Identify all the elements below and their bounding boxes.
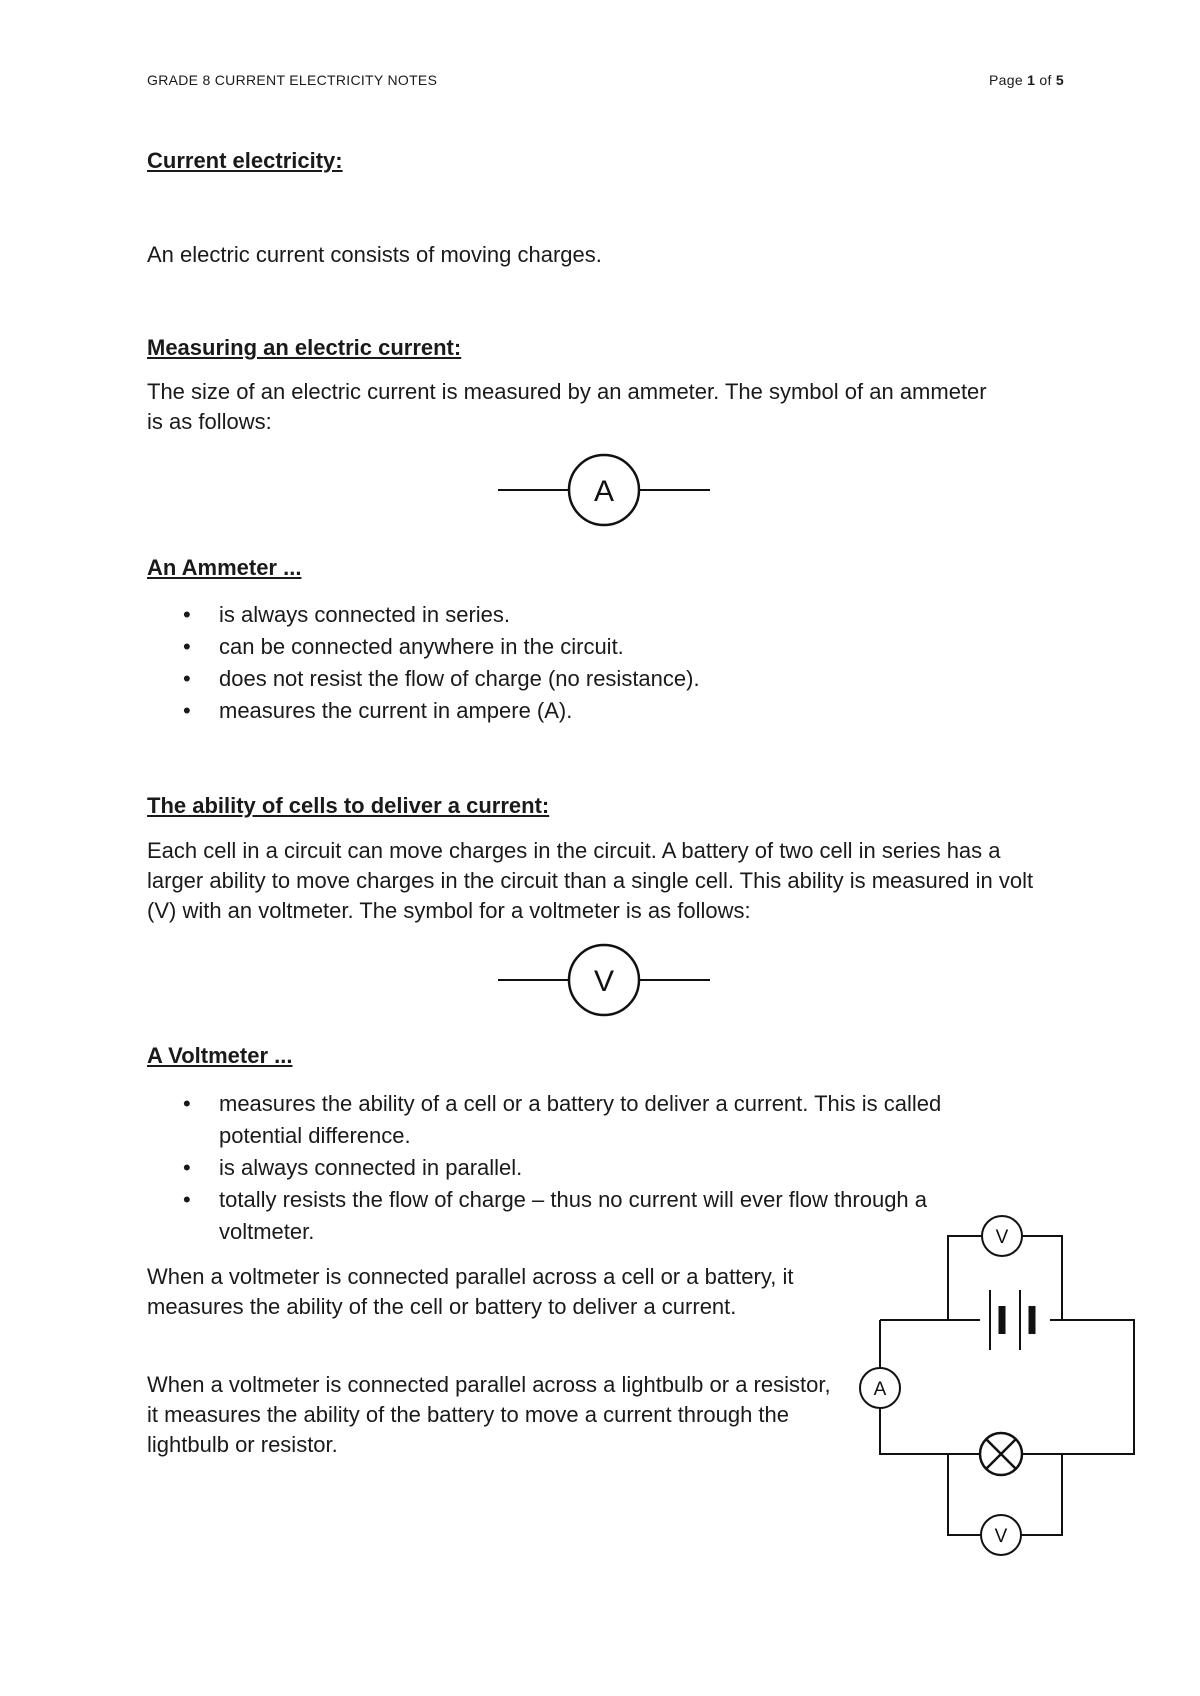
circuit-diagram — [850, 1210, 1150, 1570]
ammeter-list — [147, 599, 1047, 727]
circuit-voltmeter-top — [982, 1216, 1022, 1256]
voltmeter-bulb-paragraph: When a voltmeter is connected parallel across a lightbulb or a resistor, it measures the ability of the battery to move a current through the lightbulb or resistor. — [147, 1372, 831, 1457]
page-indicator — [989, 72, 1064, 88]
heading-ammeter: An Ammeter ... — [147, 555, 302, 580]
list-item: • measures the ability of a cell or a battery to deliver a current. This is called potential difference. — [147, 1088, 1027, 1152]
page-label: Page — [989, 72, 1023, 88]
circuit-voltmeter-bottom — [981, 1515, 1021, 1555]
voltmeter-symbol-letter: V — [593, 965, 615, 998]
heading-cell-ability: The ability of cells to deliver a current: — [147, 793, 550, 818]
circuit-voltmeter-bottom-label: V — [994, 1526, 1008, 1547]
heading-voltmeter: A Voltmeter ... — [147, 1043, 293, 1068]
page-current: 1 — [1027, 72, 1036, 88]
battery-icon — [980, 1290, 1050, 1350]
cell-ability-paragraph: Each cell in a circuit can move charges in the circuit. A battery of two cell in series has a larger ability to move charges in the circuit than a single cell. This ability is measured in volt (V) with an voltmeter. The symbol for a voltmeter is as follows: — [147, 838, 1034, 923]
page-of-label: of — [1039, 72, 1052, 88]
intro-paragraph: An electric current consists of moving charges. — [147, 242, 602, 267]
list-item: • is always connected in series. — [147, 599, 1047, 631]
measuring-paragraph: The size of an electric current is measured by an ammeter. The symbol of an ammeter is as follows: — [147, 379, 987, 434]
heading-measuring-current: Measuring an electric current: — [147, 335, 462, 360]
list-item: • totally resists the flow of charge – thus no current will ever flow through a voltmeter. — [147, 1184, 1027, 1248]
document-title: GRADE 8 CURRENT ELECTRICITY NOTES — [147, 72, 438, 88]
heading-current-electricity: Current electricity: — [147, 148, 343, 173]
page-header — [147, 72, 1064, 94]
list-item: • measures the current in ampere (A). — [147, 695, 1047, 727]
ammeter-symbol — [498, 452, 710, 528]
voltmeter-cell-paragraph: When a voltmeter is connected parallel across a cell or a battery, it measures the ability of the cell or battery to deliver a current. — [147, 1264, 794, 1319]
lightbulb-icon — [980, 1433, 1022, 1475]
circuit-ammeter — [860, 1368, 900, 1408]
list-item: • does not resist the flow of charge (no resistance). — [147, 663, 1047, 695]
circuit-ammeter-label: A — [873, 1379, 887, 1400]
list-item: • can be connected anywhere in the circuit. — [147, 631, 1047, 663]
page-total: 5 — [1055, 72, 1064, 88]
list-item: • is always connected in parallel. — [147, 1152, 1027, 1184]
voltmeter-symbol — [498, 942, 710, 1018]
ammeter-symbol-letter: A — [593, 475, 615, 508]
circuit-voltmeter-top-label: V — [995, 1227, 1009, 1248]
